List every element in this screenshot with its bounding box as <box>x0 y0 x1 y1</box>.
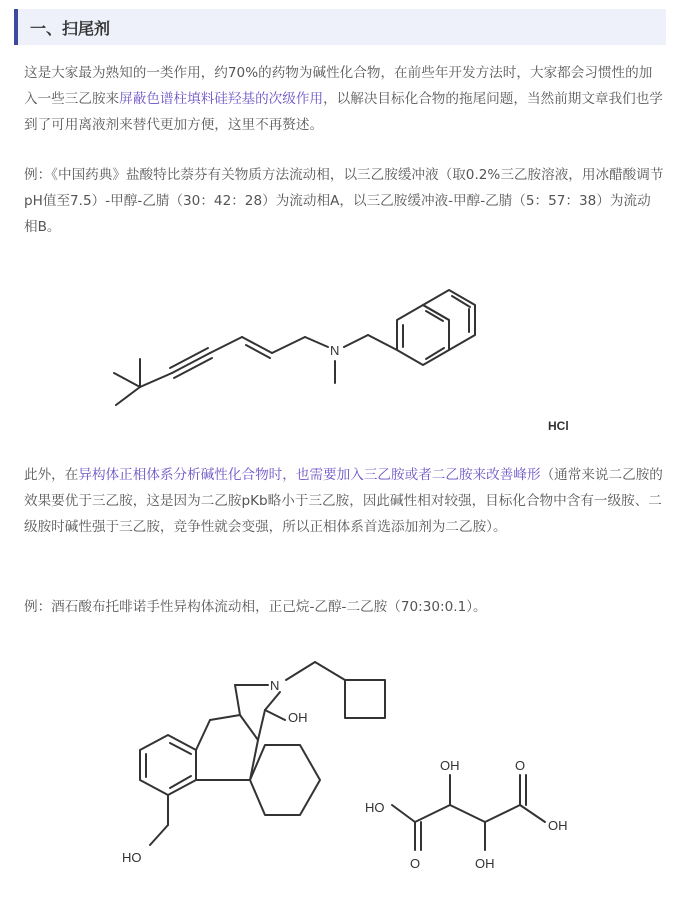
bond <box>415 805 450 822</box>
bond <box>210 337 242 353</box>
bond <box>150 825 168 845</box>
bond <box>272 337 305 353</box>
paragraph-normal-phase <box>24 462 664 540</box>
paragraph-example-1: 例：《中国药典》盐酸特比萘芬有关物质方法流动相，以三乙胺缓冲液（取0.2%三乙胺溶液，用冰醋酸调节pH值至7.5）-甲醇-乙腈（30：42：28）为流动相A，以三乙胺缓冲液-甲醇-乙腈（5：57：38）为流动相B。 <box>24 167 664 235</box>
cyclohexane-ring <box>250 745 320 815</box>
text-run: 此外，在 <box>24 467 79 483</box>
ho-label: HO <box>122 850 142 865</box>
text-run: （通常来说二乙胺的效果要优于三乙胺，这是因为二乙胺pKb略小于三乙胺，因此碱性相对较强，目标化合物中含有一级胺、二级胺时碱性强于三乙胺，竞争性就会变强，所以正相体系首选添加剂为二乙胺）。 <box>24 467 663 535</box>
text-run: 这是大家最为熟知的一类作用，约70%的药物为碱性化合物，在前些年开发方法时，大家都会习惯性的加入一些三乙胺来 <box>24 65 653 107</box>
cyclobutane-ring <box>345 680 385 718</box>
terbinafine-structure <box>100 265 600 445</box>
highlight-text: 屏蔽色谱柱填料硅羟基的次级作用 <box>119 91 324 107</box>
bond <box>305 337 328 347</box>
aromatic-ring <box>140 735 196 795</box>
bond <box>450 805 485 822</box>
tartaric-o-right: O <box>515 758 526 773</box>
section-title: 一、扫尾剂 <box>30 19 111 38</box>
bond <box>235 685 240 715</box>
double-bond <box>170 776 191 788</box>
bond <box>240 715 258 740</box>
nitrogen-label: N <box>330 343 340 358</box>
paragraph-example-2: 例：酒石酸布托啡诺手性异构体流动相，正己烷-乙醇-二乙胺（70:30:0.1）。 <box>24 599 487 615</box>
bond <box>392 805 415 822</box>
bond <box>315 662 345 680</box>
tartaric-oh-top: OH <box>440 758 460 773</box>
section-heading <box>14 9 666 45</box>
bond <box>250 740 258 780</box>
bond <box>114 373 140 387</box>
double-bond <box>246 345 270 358</box>
bond <box>140 373 172 387</box>
bond <box>286 662 315 680</box>
bond <box>265 710 285 720</box>
ring <box>423 290 475 350</box>
oh-label: OH <box>288 710 308 725</box>
hcl-label: HCl <box>548 419 569 433</box>
bond <box>196 720 210 750</box>
bond <box>116 387 140 405</box>
bond <box>368 335 397 350</box>
bond <box>485 805 520 822</box>
bond <box>258 710 265 740</box>
tartaric-ho-left: HO <box>365 800 385 815</box>
paragraph-intro <box>24 60 664 138</box>
nitrogen-label: N <box>270 678 280 693</box>
bond <box>344 335 368 347</box>
bond <box>520 805 545 822</box>
bond <box>265 692 280 710</box>
text-run: ，以解决目标化合物的拖尾问题，当然前期文章我们也学到了可用离液剂来替代更加方便，这里不再赘述。 <box>24 91 663 133</box>
bond <box>210 715 240 720</box>
ring <box>397 305 449 365</box>
tartaric-o-left: O <box>410 856 421 871</box>
highlight-text: 异构体正相体系分析碱性化合物时，也需要加入三乙胺或者二乙胺来改善峰形 <box>78 467 541 483</box>
tartaric-oh-bottom: OH <box>475 856 495 871</box>
tartaric-oh-right: OH <box>548 818 568 833</box>
butorphanol-tartrate-structure <box>110 640 590 890</box>
